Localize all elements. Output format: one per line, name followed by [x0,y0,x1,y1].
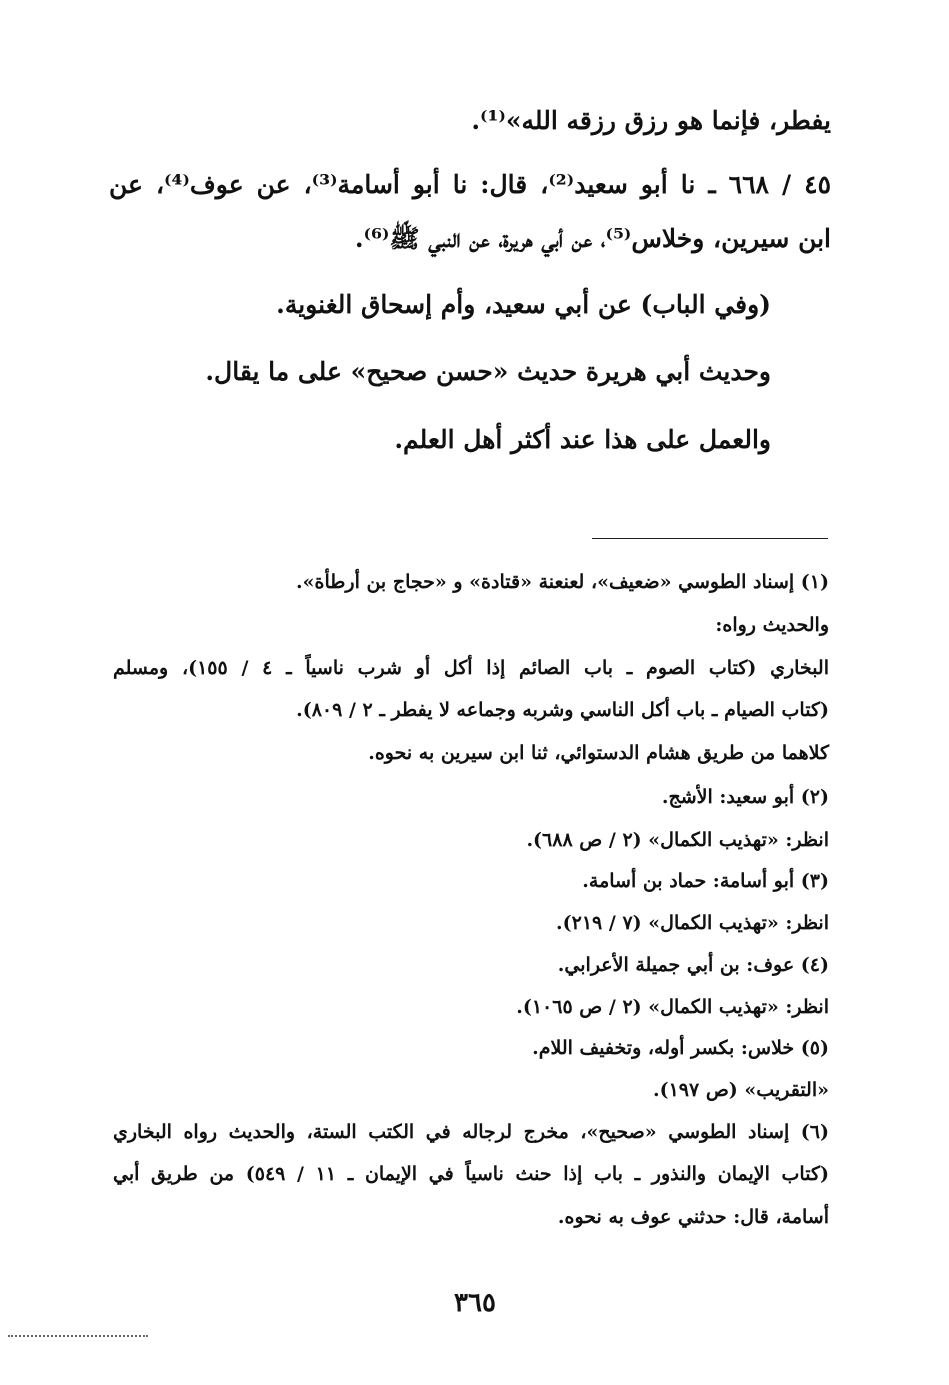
footnote-4-line-1: (٤) عوف: بن أبي جميلة الأعرابي. [557,954,829,976]
main-text-line-3: ابن سيرين، وخلاس⁽⁵⁾، عن أبي هريرة، عن النبي ﷺ⁽⁶⁾. [354,224,831,253]
main-text-line-6: والعمل على هذا عند أكثر أهل العلم. [394,425,771,454]
page-number: ٣٦٥ [454,1288,496,1318]
footnote-4-line-2: انظر: «تهذيب الكمال» (٢ / ص ١٠٦٥). [516,996,829,1018]
main-text-line-4: (وفي الباب) عن أبي سعيد، وأم إسحاق الغنوية. [276,290,771,319]
footnote-6-line-3: أسامة، قال: حدثني عوف به نحوه. [557,1206,829,1228]
footnote-1-line-3: البخاري (كتاب الصوم ـ باب الصائم إذا أكل أو شرب ناسياً ـ ٤ / ١٥٥)، ومسلم [113,657,829,679]
footnote-1-line-2: والحديث رواه: [715,614,829,636]
footnote-1-line-5: كلاهما من طريق هشام الدستوائي، ثنا ابن سيرين به نحوه. [368,742,829,764]
footnote-5-line-1: (٥) خلاس: بكسر أوله، وتخفيف اللام. [532,1037,829,1059]
main-text-line-2: ٤٥ / ٦٦٨ ـ نا أبو سعيد⁽²⁾، قال: نا أبو أسامة⁽³⁾، عن عوف⁽⁴⁾، عن [109,170,831,199]
footnote-3-line-2: انظر: «تهذيب الكمال» (٧ / ٢١٩). [556,912,829,934]
footnote-5-line-2: «التقريب» (ص ١٩٧). [652,1079,829,1101]
footnote-3-line-1: (٣) أبو أسامة: حماد بن أسامة. [582,870,829,892]
scan-artifact [8,1335,148,1343]
footnote-1-line-1: (١) إسناد الطوسي «ضعيف»، لعنعنة «قتادة» و «حجاج بن أرطأة». [296,571,829,593]
footnote-2-line-1: (٢) أبو سعيد: الأشج. [661,786,829,808]
main-text-line-1: يفطر، فإنما هو رزق رزقه الله»⁽¹⁾. [471,106,831,135]
main-text-line-5: وحديث أبي هريرة حديث «حسن صحيح» على ما يقال. [205,357,771,386]
footnote-2-line-2: انظر: «تهذيب الكمال» (٢ / ص ٦٨٨). [526,829,829,851]
footnote-1-line-4: (كتاب الصيام ـ باب أكل الناسي وشربه وجماعه لا يفطر ـ ٢ / ٨٠٩). [296,699,829,721]
footnote-6-line-2: (كتاب الإيمان والنذور ـ باب إذا حنث ناسياً في الإيمان ـ ١١ / ٥٤٩) من طريق أبي [113,1163,829,1185]
footnote-6-line-1: (٦) إسناد الطوسي «صحيح»، مخرج لرجاله في الكتب الستة، والحديث رواه البخاري [113,1121,829,1143]
footnote-divider [592,538,828,539]
